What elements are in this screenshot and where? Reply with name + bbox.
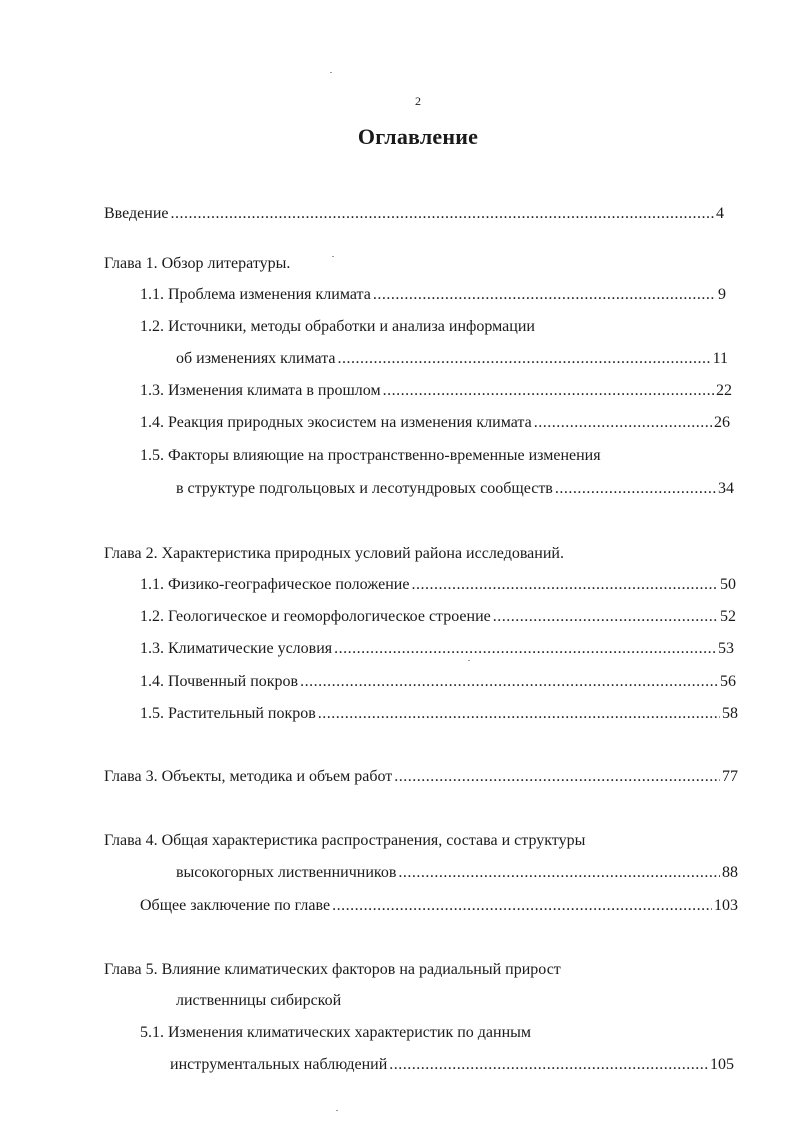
toc-entry-page: 34	[718, 480, 734, 497]
toc-entry-2-3[interactable]	[140, 639, 734, 659]
toc-entry-page: 88	[722, 864, 738, 881]
toc-entry-2-2[interactable]	[140, 607, 736, 627]
toc-entry-4-conclusion[interactable]	[140, 896, 738, 916]
toc-chapter-1-heading[interactable]: Глава 1. Обзор литературы.	[104, 255, 291, 272]
toc-entry-page: 52	[720, 608, 736, 625]
toc-chapter-5-heading-line2[interactable]: лиственницы сибирской	[176, 992, 342, 1009]
toc-leader-dots	[411, 575, 718, 595]
toc-entry-label: 1.1. Проблема изменения климата	[140, 286, 371, 303]
toc-chapter-5-heading[interactable]: Глава 5. Влияние климатических факторов на радиальный прирост	[104, 961, 561, 978]
toc-title: Оглавление	[357, 124, 479, 149]
toc-entry-page: 56	[720, 673, 736, 690]
toc-leader-dots	[337, 349, 710, 369]
toc-entry-2-1[interactable]	[140, 575, 736, 595]
toc-entry-page: 105	[710, 1056, 734, 1073]
toc-entry-label: об изменениях климата	[176, 350, 336, 367]
toc-entry-page: 26	[714, 414, 730, 431]
toc-entry-label: высокогорных лиственничников	[176, 864, 397, 881]
toc-entry-page: 58	[722, 705, 738, 722]
toc-chapter-3[interactable]	[104, 767, 738, 787]
toc-entry-label: 1.5. Растительный покров	[140, 705, 316, 722]
toc-entry-label: Введение	[104, 205, 169, 222]
toc-entry-page: 77	[722, 768, 738, 785]
toc-entry-page: 4	[716, 205, 724, 222]
toc-entry-introduction[interactable]	[104, 204, 724, 224]
toc-entry-label: 1.4. Почвенный покров	[140, 673, 299, 690]
toc-leader-dots	[534, 413, 712, 433]
toc-leader-dots	[171, 204, 715, 224]
toc-entry-page: 9	[718, 286, 726, 303]
toc-leader-dots	[334, 639, 716, 659]
toc-entry-1-3[interactable]	[140, 381, 732, 401]
toc-entry-page: 22	[716, 382, 732, 399]
toc-entry-label: 1.3. Изменения климата в прошлом	[140, 382, 381, 399]
toc-leader-dots	[383, 381, 714, 401]
toc-entry-label: Глава 3. Объекты, методика и объем работ	[104, 768, 393, 785]
toc-entry-label: в структуре подгольцовых и лесотундровых сообществ	[176, 480, 553, 497]
toc-entry-1-2-line1[interactable]: 1.2. Источники, методы обработки и анализа информации	[140, 318, 535, 335]
toc-entry-1-2[interactable]	[176, 349, 728, 369]
toc-chapter-2-heading[interactable]: Глава 2. Характеристика природных условий района исследований.	[104, 545, 564, 562]
toc-entry-label: 1.1. Физико-географическое положение	[140, 576, 410, 593]
toc-leader-dots	[300, 672, 718, 692]
toc-entry-label: 1.4. Реакция природных экосистем на изменения климата	[140, 414, 532, 431]
toc-entry-5-1-line1[interactable]: 5.1. Изменения климатических характеристик по данным	[140, 1024, 532, 1041]
toc-entry-1-5-line1[interactable]: 1.5. Факторы влияющие на пространственно-временные изменения	[140, 447, 601, 464]
toc-leader-dots	[555, 479, 716, 499]
toc-entry-2-4[interactable]	[140, 672, 736, 692]
toc-leader-dots	[373, 285, 716, 305]
toc-entry-1-5[interactable]	[176, 479, 734, 499]
toc-entry-4-forests[interactable]	[176, 863, 738, 883]
toc-leader-dots	[332, 896, 712, 916]
toc-entry-page: 53	[718, 640, 734, 657]
toc-entry-page: 11	[712, 350, 728, 367]
toc-leader-dots	[398, 863, 720, 883]
toc-leader-dots	[318, 704, 720, 724]
toc-entry-page: 50	[720, 576, 736, 593]
toc-chapter-4-heading[interactable]: Глава 4. Общая характеристика распространения, состава и структуры	[104, 832, 586, 849]
toc-entry-page: 103	[714, 897, 738, 914]
toc-entry-1-1[interactable]	[140, 285, 726, 305]
toc-entry-label: 1.3. Климатические условия	[140, 640, 333, 657]
toc-leader-dots	[389, 1055, 708, 1075]
page-number: 2	[415, 94, 421, 108]
scan-speck	[468, 660, 470, 661]
toc-entry-label: инструментальных наблюдений	[170, 1056, 388, 1073]
toc-entry-label: 1.2. Геологическое и геоморфологическое строение	[140, 608, 491, 625]
toc-entry-1-4[interactable]	[140, 413, 730, 433]
scan-speck	[336, 1110, 338, 1111]
scan-speck	[332, 256, 334, 257]
scan-speck	[330, 72, 332, 73]
toc-leader-dots	[493, 607, 718, 627]
toc-entry-2-5[interactable]	[140, 704, 738, 724]
toc-entry-5-1[interactable]	[170, 1055, 734, 1075]
toc-leader-dots	[394, 767, 720, 787]
toc-entry-label: Общее заключение по главе	[140, 897, 331, 914]
